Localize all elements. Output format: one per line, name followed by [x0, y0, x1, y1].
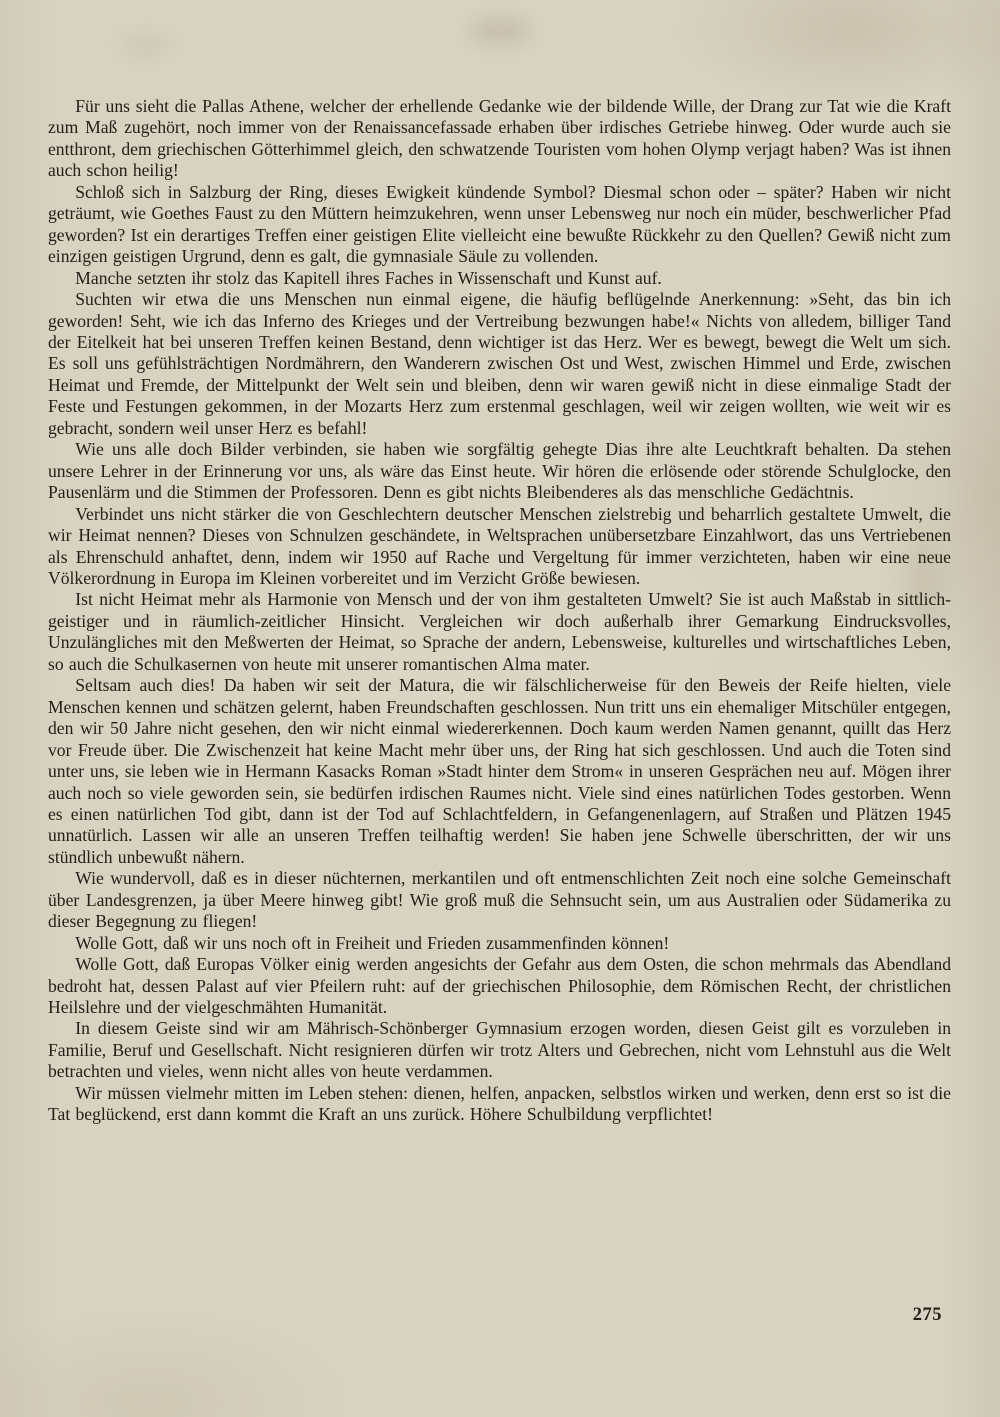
paragraph: Wir müssen vielmehr mitten im Leben stehen: dienen, helfen, anpacken, selbstlos wirken und werken, denn erst so ist die Tat beglückend, erst dann kommt die Kraft an uns zurück. Höhere Schulbildung verpflichtet!	[48, 1082, 951, 1125]
paragraph: Suchten wir etwa die uns Menschen nun einmal eigene, die häufig beflügelnde Anerkennung: »Seht, das bin ich geworden! Seht, wie ich das Inferno des Krieges und der Vertreibung bezwungen habe!« Nichts von alledem, billiger Tand der Eitelkeit hat bei unseren Treffen keinen Bestand, denn wichtiger ist das Herz. Wer es bewegt, bewegt die Welt um sich. Es soll uns gefühlsträchtigen Nordmährern, den Wanderern zwischen Ost und West, zwischen Himmel und Erde, zwischen Heimat und Fremde, der Mittelpunkt der Welt sein und bleiben, denn wir waren gewiß nicht in diese einmalige Stadt der Feste und Festungen gekommen, in der Mozarts Herz zum erstenmal geschlagen, weil wir zeigen wollten, wie weit wir es gebracht, sondern weil unser Herz es befahl!	[48, 289, 951, 438]
paper-texture-smudge	[470, 18, 530, 44]
paragraph: Ist nicht Heimat mehr als Harmonie von Mensch und der von ihm gestalteten Umwelt? Sie ist auch Maßstab in sittlich-geistiger und in räumlich-zeitlicher Hinsicht. Vergleichen wir doch außerhalb ihrer Gemarkung Eindrucksvolles, Unzulängliches mit den Meßwerten der Heimat, so Sprache der andern, Lebensweise, kulturelles und wirtschaftliches Leben, so auch die Schulkasernen von heute mit unserer romantischen Alma mater.	[48, 589, 951, 674]
paragraph: Schloß sich in Salzburg der Ring, dieses Ewigkeit kündende Symbol? Diesmal schon oder – später? Haben wir nicht geträumt, wie Goethes Faust zu den Müttern heimzukehren, wenn unser Lebensweg nur noch ein müder, beschwerlicher Pfad geworden? Ist ein derartiges Treffen einer geistigen Elite vielleicht eine bewußte Rückkehr zu den Quellen? Gewiß nicht zum einzigen geistigen Urgrund, denn es galt, die gymnasiale Säule zu vollenden.	[48, 181, 951, 267]
paragraph: Manche setzten ihr stolz das Kapitell ihres Faches in Wissenschaft und Kunst auf.	[75, 267, 662, 288]
paragraph: Wolle Gott, daß Europas Völker einig werden angesichts der Gefahr aus dem Osten, die schon mehrmals das Abendland bedroht hat, dessen Palast auf vier Pfeilern ruht: auf der griechischen Philosophie, dem Römischen Recht, der christlichen Heilslehre und der vielgeschmähten Humanität.	[48, 954, 951, 1018]
paragraph: Für uns sieht die Pallas Athene, welcher der erhellende Gedanke wie der bildende Wille, der Drang zur Tat wie die Kraft zum Maß zugehört, noch immer von der Renaissancefassade erhaben über irdisches Getriebe hinweg. Oder wurde auch sie entthront, dem griechischen Götterhimmel gleich, den schwatzende Touristen vom hohen Olymp verjagt haben? Was ist ihnen auch schon heilig!	[48, 96, 951, 181]
paragraph: In diesem Geiste sind wir am Mährisch-Schönberger Gymnasium erzogen worden, diesen Geist gilt es vorzuleben in Familie, Beruf und Gesellschaft. Nicht resignieren dürfen wir trotz Alters und Gebrechen, nicht vom Lehnstuhl aus die Welt betrachten und vieles, wenn nicht alles von heute verdammen.	[48, 1018, 951, 1082]
body-text	[48, 96, 951, 1126]
paragraph: Wolle Gott, daß wir uns noch oft in Freiheit und Frieden zusammenfinden können!	[75, 932, 670, 953]
paragraph: Wie uns alle doch Bilder verbinden, sie haben wie sorgfältig gehegte Dias ihre alte Leuchtkraft behalten. Da stehen unsere Lehrer in der Erinnerung vor uns, als wäre das Einst heute. Wir hören die erlösende oder störende Schulglocke, den Pausenlärm und die Stimmen der Professoren. Denn es gibt nichts Bleibenderes als das menschliche Gedächtnis.	[48, 439, 951, 503]
paragraph: Wie wundervoll, daß es in dieser nüchternen, merkantilen und oft entmenschlichten Zeit noch eine solche Gemeinschaft über Landesgrenzen, ja über Meere hinweg gibt! Wie groß muß die Sehnsucht sein, um aus Australien oder Südamerika zu dieser Begegnung zu fliegen!	[48, 868, 951, 932]
page-number: 275	[912, 1305, 942, 1325]
paragraph: Verbindet uns nicht stärker die von Geschlechtern deutscher Menschen zielstrebig und beharrlich gestaltete Umwelt, die wir Heimat nennen? Dieses von Schnulzen geschändete, in Weltsprachen unübersetzbare Einzahlwort, das uns Vertriebenen als Ehrenschuld anhaftet, denn, indem wir 1950 auf Rache und Vergeltung für immer verzichteten, haben wir eine neue Völkerordnung in Europa im Kleinen vorbereitet und im Verzicht Größe bewiesen.	[48, 503, 951, 588]
paragraph: Seltsam auch dies! Da haben wir seit der Matura, die wir fälschlicherweise für den Beweis der Reife hielten, viele Menschen kennen und schätzen gelernt, haben Freundschaften geschlossen. Nun tritt uns ein ehemaliger Mitschüler entgegen, den wir 50 Jahre nicht gesehen, den wir nicht einmal wiedererkennen. Doch kaum werden Namen genannt, quillt das Herz vor Freude über. Die Zwischenzeit hat keine Macht mehr über uns, der Ring hat sich geschlossen. Und auch die Toten sind unter uns, sie leben wie in Hermann Kasacks Roman »Stadt hinter dem Strom« in unseren Gesprächen neu auf. Mögen ihrer auch noch so viele geworden sein, sie bedürfen irdischen Raumes nicht. Viele sind eines natürlichen Todes gestorben. Wenn es einen natürlichen Tod gibt, dann ist der Tod auf Schlachtfeldern, in Gefangenenlagern, auf Straßen und Plätzen 1945 unnatürlich. Lassen wir alle an unseren Treffen teilhaftig werden! Sie haben jene Schwelle überschritten, der wir uns stündlich unbewußt nähern.	[48, 675, 951, 867]
paper-texture-smudge	[120, 36, 170, 54]
